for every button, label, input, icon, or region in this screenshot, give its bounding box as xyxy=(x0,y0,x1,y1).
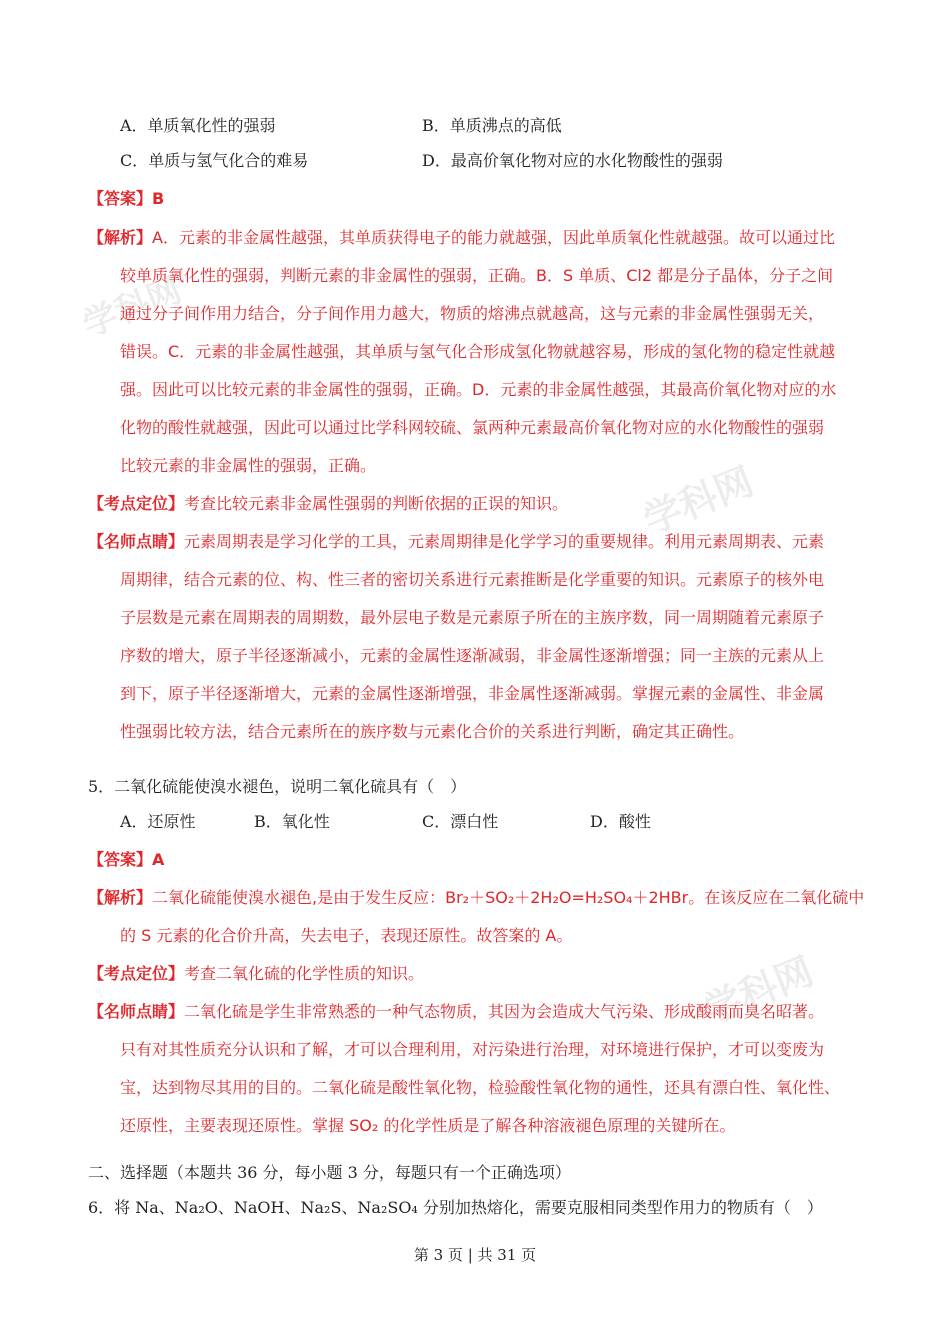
answer-tag: 【答案】 xyxy=(88,850,153,869)
q4-analysis-line-5: 强。因此可以比较元素的非金属性的强弱，正确。D．元素的非金属性越强，其最高价氧化物对应的水 xyxy=(120,380,837,399)
q4-option-c: C．单质与氢气化合的难易 xyxy=(120,151,309,170)
q4-option-d: D．最高价氧化物对应的水化物酸性的强弱 xyxy=(422,151,723,170)
mingshi-tag: 【名师点睛】 xyxy=(88,532,185,551)
q5-mingshi-line-4: 还原性，主要表现还原性。掌握 SO₂ 的化学性质是了解各种溶液褪色原理的关键所在。 xyxy=(120,1116,736,1135)
answer-tag: 【答案】 xyxy=(88,189,153,208)
answer-value: B xyxy=(152,189,165,208)
kaodian-tag: 【考点定位】 xyxy=(88,494,185,513)
q4-analysis-line-6: 化物的酸性就越强，因此可以通过比学科网较硫、氯两种元素最高价氧化物对应的水化物酸性的强弱 xyxy=(120,418,825,437)
q4-analysis-line-3: 通过分子间作用力结合，分子间作用力越大，物质的熔沸点就越高，这与元素的非金属性强弱无关， xyxy=(120,304,825,323)
answer-value: A xyxy=(152,850,165,869)
q5-option-a: A．还原性 xyxy=(120,812,196,831)
kaodian-text: 考查二氧化硫的化学性质的知识。 xyxy=(184,964,425,983)
q4-option-b: B．单质沸点的高低 xyxy=(422,116,562,135)
q4-mingshi-line-6: 性强弱比较方法，结合元素所在的族序数与元素化合价的关系进行判断，确定其正确性。 xyxy=(120,722,745,741)
kaodian-tag: 【考点定位】 xyxy=(88,964,185,983)
analysis-text: 二氧化硫能使溴水褪色,是由于发生反应：Br₂＋SO₂＋2H₂O=H₂SO₄＋2HBr。在该反应在二氧化硫中 xyxy=(152,888,865,907)
q4-analysis-line-7: 比较元素的非金属性的强弱，正确。 xyxy=(120,456,377,475)
analysis-tag: 【解析】 xyxy=(88,228,153,247)
watermark: 学科网 xyxy=(637,458,760,543)
q5-mingshi-line-2: 只有对其性质充分认识和了解，才可以合理利用，对污染进行治理，对环境进行保护，才可以变废为 xyxy=(120,1040,825,1059)
q5-analysis-line-1 xyxy=(88,888,864,908)
q6-stem: 6．将 Na、Na₂O、NaOH、Na₂S、Na₂SO₄ 分别加热熔化，需要克服相同类型作用力的物质有（ ） xyxy=(88,1198,823,1217)
analysis-text: A．元素的非金属性越强，其单质获得电子的能力就越强，因此单质氧化性就越强。故可以通过比 xyxy=(152,228,835,247)
q5-mingshi-line-1 xyxy=(88,1002,824,1022)
q4-kaodian xyxy=(88,494,568,514)
q4-answer xyxy=(88,189,164,209)
q5-option-c: C．漂白性 xyxy=(422,812,499,831)
q5-option-d: D．酸性 xyxy=(590,812,651,831)
q4-mingshi-line-2: 周期律，结合元素的位、构、性三者的密切关系进行元素推断是化学重要的知识。元素原子的核外电 xyxy=(120,570,825,589)
mingshi-text: 元素周期表是学习化学的工具，元素周期律是化学学习的重要规律。利用元素周期表、元素 xyxy=(184,532,825,551)
watermark: 学科网 xyxy=(77,270,188,346)
q4-mingshi-line-1 xyxy=(88,532,824,552)
mingshi-text: 二氧化硫是学生非常熟悉的一种气态物质，其因为会造成大气污染、形成酸雨而臭名昭著。 xyxy=(184,1002,825,1021)
watermark: 学科网 xyxy=(697,948,820,1033)
q5-answer xyxy=(88,850,164,870)
q5-kaodian xyxy=(88,964,424,984)
q5-stem: 5．二氧化硫能使溴水褪色，说明二氧化硫具有（ ） xyxy=(88,777,467,796)
q5-mingshi-line-3: 宝，达到物尽其用的目的。二氧化硫是酸性氧化物，检验酸性氧化物的通性，还具有漂白性、氧化性、 xyxy=(120,1078,841,1097)
page-footer: 第 3 页 | 共 31 页 xyxy=(413,1246,537,1264)
q4-mingshi-line-3: 子层数是元素在周期表的周期数，最外层电子数是元素原子所在的主族序数，同一周期随着元素原子 xyxy=(120,608,825,627)
q4-analysis-line-2: 较单质氧化性的强弱，判断元素的非金属性的强弱，正确。B．S 单质、Cl2 都是分子晶体，分子之间 xyxy=(120,266,834,285)
q4-mingshi-line-4: 序数的增大，原子半径逐渐减小，元素的金属性逐渐减弱，非金属性逐渐增强；同一主族的元素从上 xyxy=(120,646,825,665)
q4-mingshi-line-5: 到下，原子半径逐渐增大，元素的金属性逐渐增强，非金属性逐渐减弱。掌握元素的金属性、非金属 xyxy=(120,684,825,703)
q4-analysis-line-4: 错误。C．元素的非金属性越强，其单质与氢气化合形成氢化物就越容易，形成的氢化物的稳定性就越 xyxy=(120,342,836,361)
mingshi-tag: 【名师点睛】 xyxy=(88,1002,185,1021)
q4-analysis-line-1 xyxy=(88,228,835,248)
q4-option-a: A．单质氧化性的强弱 xyxy=(120,116,276,135)
q5-option-b: B．氧化性 xyxy=(254,812,330,831)
kaodian-text: 考查比较元素非金属性强弱的判断依据的正误的知识。 xyxy=(184,494,569,513)
section-heading: 二、选择题（本题共 36 分，每小题 3 分，每题只有一个正确选项） xyxy=(88,1163,571,1182)
analysis-tag: 【解析】 xyxy=(88,888,153,907)
q5-analysis-line-2: 的 S 元素的化合价升高，失去电子，表现还原性。故答案的 A。 xyxy=(120,926,573,945)
